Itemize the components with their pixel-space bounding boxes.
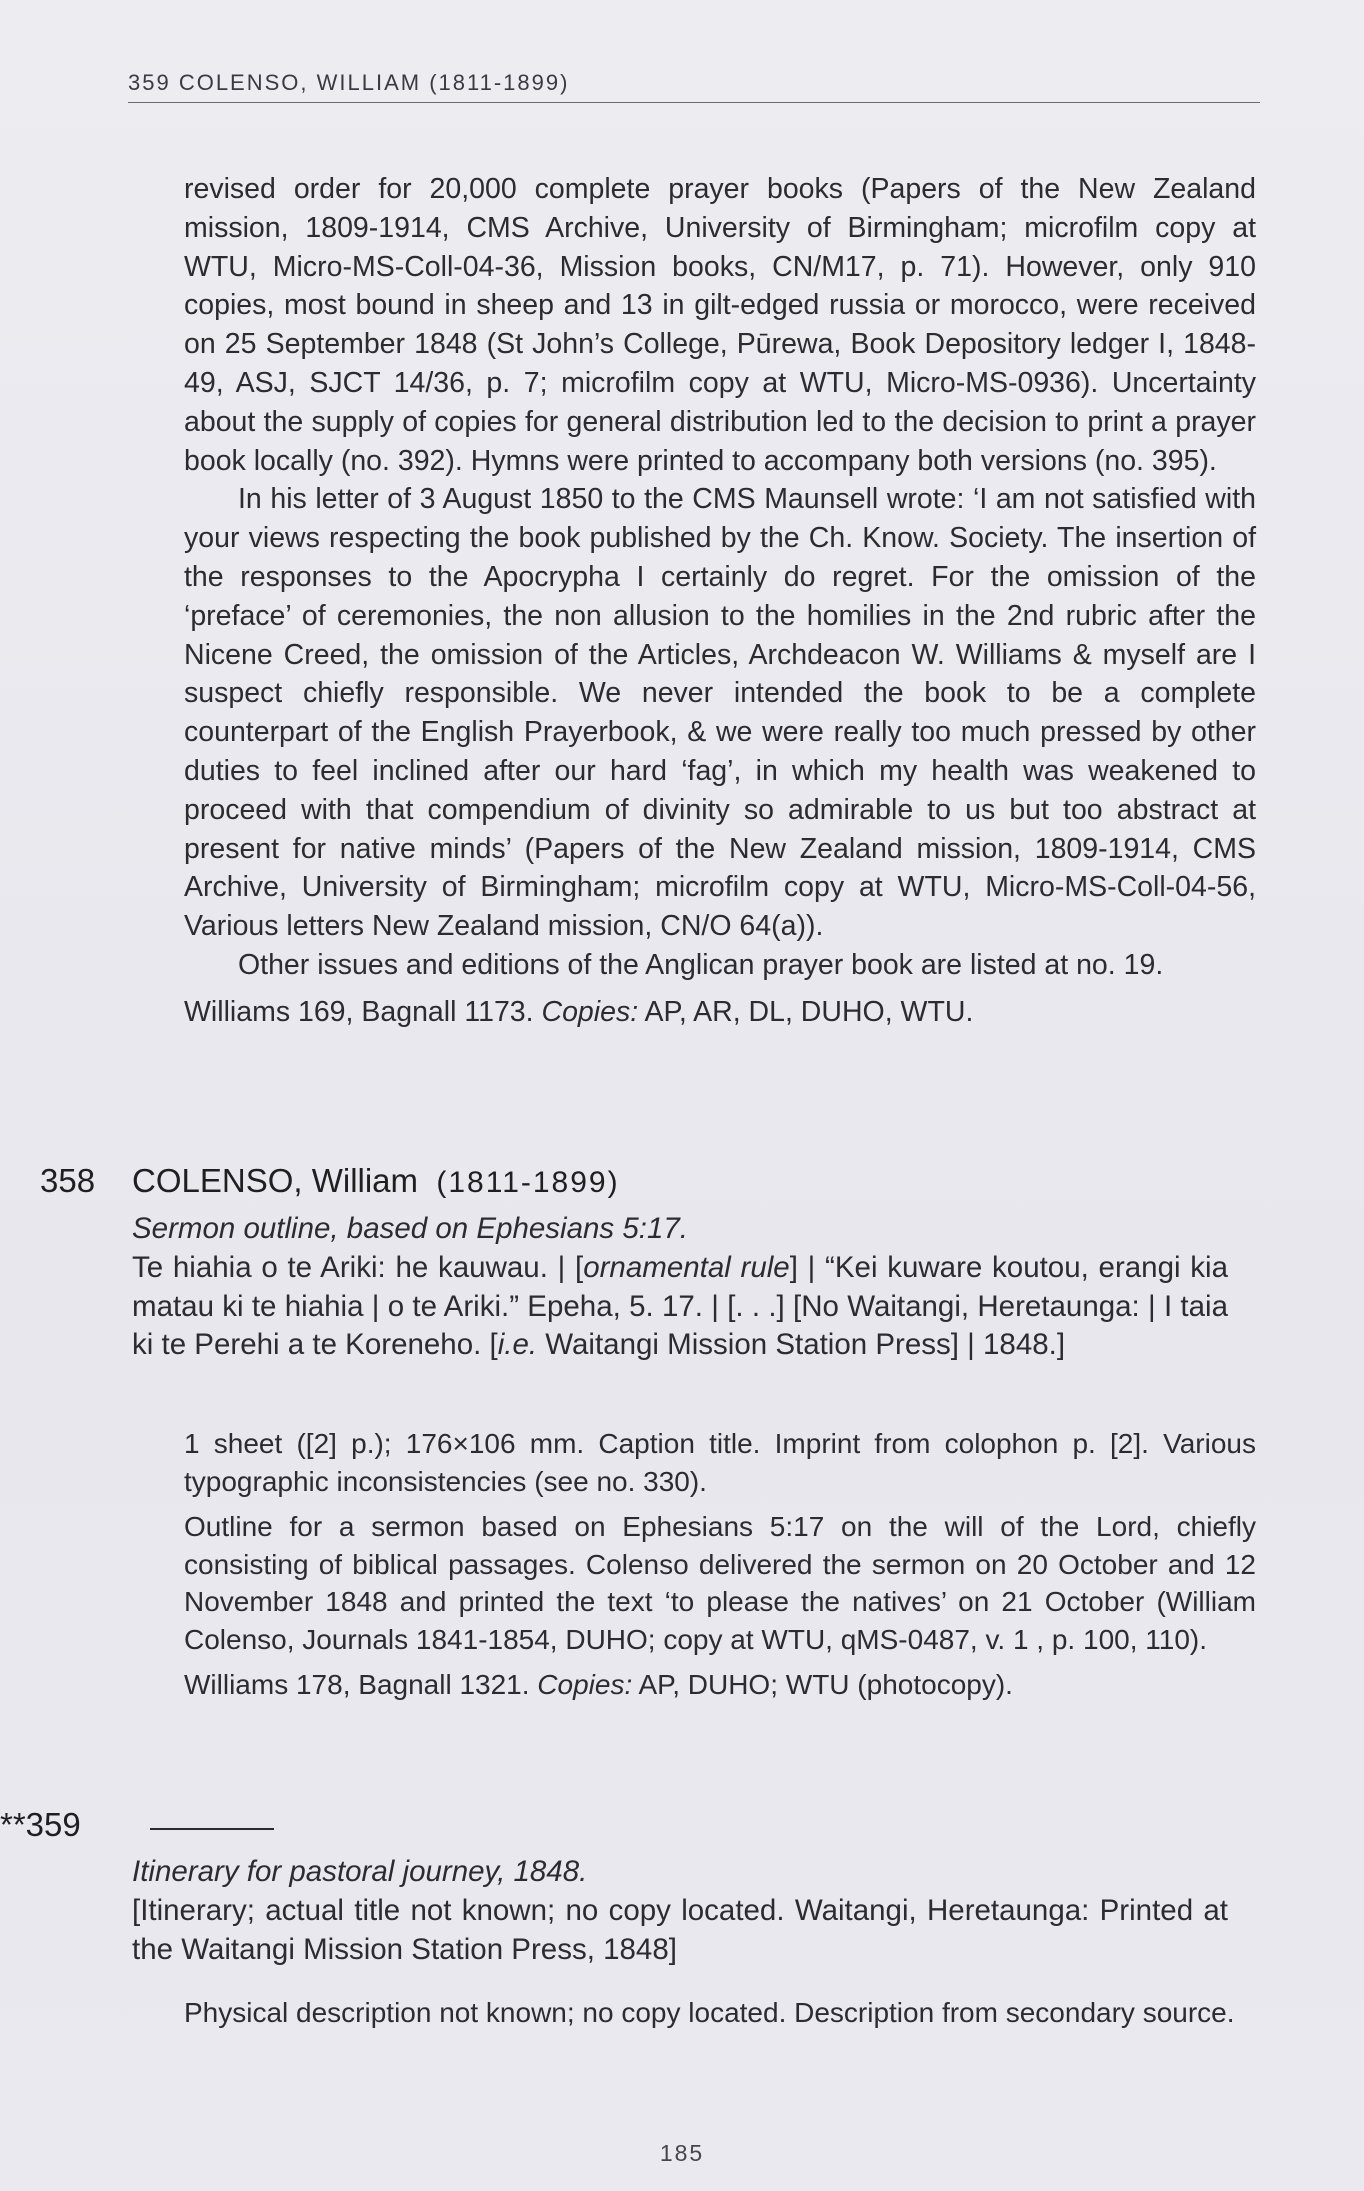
transcription-part: ] | “Kei kuware koutou, erangi kia matau ki te hiahia | o te Ariki.” Epeha, 5. 17. | [. . .] [No Waitangi, Heretaunga: | I taia ki te Perehi a te Koreneho. [ <box>132 1250 1228 1362</box>
entry-number: 358 <box>40 1162 96 1199</box>
entry-author: COLENSO, William <box>132 1162 419 1199</box>
references-text: Williams 178, Bagnall 1321. <box>184 1669 530 1700</box>
continuation-text <box>184 170 1256 1032</box>
entry-transcription <box>132 1853 1228 1969</box>
author-repeat-rule <box>150 1828 274 1830</box>
copies-label: Copies: <box>537 1669 633 1700</box>
entry-note: Outline for a sermon based on Ephesians 5:17 on the will of the Lord, chiefly consisting of biblical passages. Colenso delivered the sermon on 20 October and 12 November 1848 and printed the text ‘to please the natives’ on 21 October (William Colenso, Journals 1841-1854, DUHO; copy at WTU, qMS-0487, v. 1 , p. 100, 110). <box>184 1511 1256 1655</box>
entry-title-transcription <box>132 1249 1228 1365</box>
physical-description: 1 sheet ([2] p.); 176×106 mm. Caption title. Imprint from colophon p. [2]. Various typographic inconsistencies (see no. 330). <box>184 1428 1256 1497</box>
continuation-paragraph-2: In his letter of 3 August 1850 to the CMS Maunsell wrote: ‘I am not satisfied with your views respecting the book published by the Ch. Know. Society. The insertion of the responses to the Apocrypha I certainly do regret. For the omission of the ‘preface’ of ceremonies, the non allusion to the homilies in the 2nd rubric after the Nicene Creed, the omission of the Articles, Archdeacon W. Williams & myself are I suspect chiefly responsible. We never intended the book to be a complete counterpart of the English Prayerbook, & we were really too much pressed by other duties to feel inclined after our hard ‘fag’, in which my health was weakened to proceed with that compendium of divinity so admirable to us but too abstract at present for native minds’ (Papers of the New Zealand mission, 1809-1914, CMS Archive, University of Birmingham; microfilm copy at WTU, Micro-MS-Coll-04-56, Various letters New Zealand mission, CN/O 64(a)). <box>184 483 1256 943</box>
running-head: 359 COLENSO, WILLIAM (1811-1899) <box>128 70 570 95</box>
transcription-part: Te hiahia o te Ariki: he kauwau. | [ <box>132 1250 584 1284</box>
entry-notes <box>184 1994 1256 2032</box>
entry-title: Itinerary for pastoral journey, 1848. <box>132 1855 588 1888</box>
copies-text: AP, DUHO; WTU (photocopy). <box>638 1669 1013 1700</box>
entry-heading <box>132 1162 620 1200</box>
continuation-references <box>184 993 1256 1032</box>
page-number: 185 <box>659 2140 705 2166</box>
entry-title: Sermon outline, based on Ephesians 5:17. <box>132 1212 688 1245</box>
continuation-paragraph-3: Other issues and editions of the Anglican prayer book are listed at no. 19. <box>238 948 1164 981</box>
entry-references <box>184 1666 1256 1704</box>
continuation-paragraph-1: revised order for 20,000 complete prayer books (Papers of the New Zealand mission, 1809-1914, CMS Archive, University of Birmingham; microfilm copy at WTU, Micro-MS-Coll-04-36, Mission books, CN/M17, p. 71). However, only 910 copies, most bound in sheep and 13 in gilt-edged russia or morocco, were received on 25 September 1848 (St John’s College, Pūrewa, Book Depository ledger I, 1848-49, ASJ, SJCT 14/36, p. 7; microfilm copy at WTU, Micro-MS-0936). Uncertainty about the supply of copies for general distribution led to the decision to print a prayer book locally (no. 392). Hymns were printed to accompany both versions (no. 395). <box>184 173 1256 477</box>
header-rule <box>128 102 1260 103</box>
entry-transcription <box>132 1210 1228 1365</box>
transcription-italic: ornamental rule <box>583 1250 790 1284</box>
entry-dates: (1811-1899) <box>436 1166 620 1199</box>
entry-title-transcription: [Itinerary; actual title not known; no copy located. Waitangi, Heretaunga: Printed at the Waitangi Mission Station Press, 1848] <box>132 1893 1228 1966</box>
entry-number: **359 <box>0 1806 81 1843</box>
transcription-italic: i.e. <box>497 1328 538 1362</box>
references-text: Williams 169, Bagnall 1173. <box>184 995 534 1028</box>
copies-label: Copies: <box>541 995 639 1028</box>
copies-text: AP, AR, DL, DUHO, WTU. <box>644 995 974 1028</box>
transcription-part: Waitangi Mission Station Press] | 1848.] <box>537 1328 1066 1362</box>
entry-notes <box>184 1425 1256 1704</box>
physical-description: Physical description not known; no copy located. Description from secondary source. <box>184 1997 1235 2028</box>
